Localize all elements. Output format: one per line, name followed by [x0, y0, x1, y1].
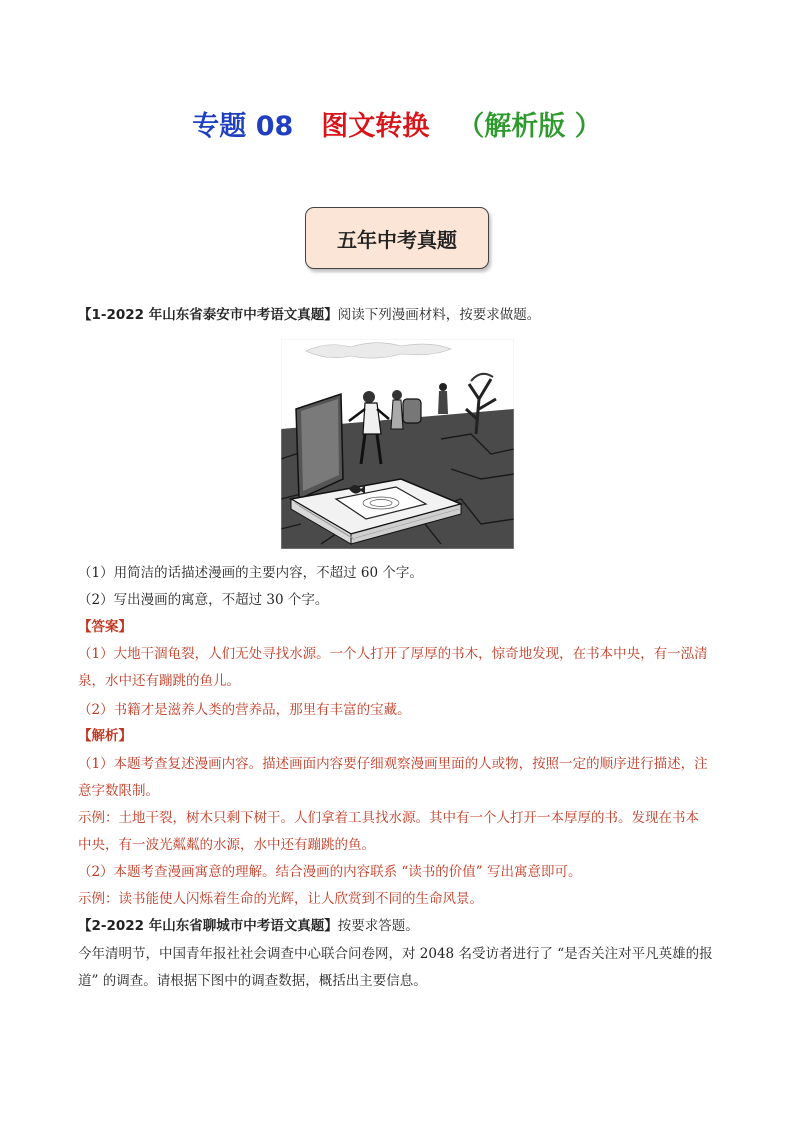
q2-source: 【2-2022 年山东省聊城市中考语文真题】: [78, 918, 338, 934]
answer-label: 【答案】: [78, 619, 132, 635]
example-2: 示例：读书能使人闪烁着生命的光辉，让人欣赏到不同的生命风景。: [78, 891, 483, 907]
analysis-1-line-1: （1）本题考查复述漫画内容。描述画面内容要仔细观察漫画里面的人或物，按照一定的顺序进行描述，注: [78, 756, 708, 772]
q2-paragraph-line-1: 今年清明节，中国青年报社社会调查中心联合问卷网，对 2048 名受访者进行了 “是否关注对平凡英雄的报: [78, 946, 713, 962]
q1-prompt: 阅读下列漫画材料，按要求做题。: [337, 307, 541, 323]
q1-subquestion-2: （2）写出漫画的寓意，不超过 30 个字。: [78, 592, 329, 608]
title-topic-number: 专题 08: [192, 111, 294, 142]
example-1-line-1: 示例：土地干裂，树木只剩下树干。人们拿着工具找水源。其中有一个人打开一本厚厚的书。发现在书本: [78, 810, 699, 826]
answer-1-line-2: 泉，水中还有蹦跳的鱼儿。: [78, 673, 240, 689]
q2-paragraph-line-2: 道” 的调查。请根据下图中的调查数据，概括出主要信息。: [78, 973, 427, 989]
answer-2: （2）书籍才是滋养人类的营养品，那里有丰富的宝藏。: [78, 702, 411, 718]
analysis-1-line-2: 意字数限制。: [78, 783, 159, 799]
comic-illustration: [281, 339, 514, 549]
q1-subquestion-1: （1）用简洁的话描述漫画的主要内容，不超过 60 个字。: [78, 565, 423, 581]
answer-1-line-1: （1）大地干涸龟裂，人们无处寻找水源。一个人打开了厚厚的书木，惊奇地发现，在书本中央，有一泓清: [78, 646, 708, 662]
page-title: [0, 104, 794, 143]
q2-heading: [78, 913, 728, 940]
q1-heading: [78, 302, 728, 329]
analysis-2: （2）本题考查漫画寓意的理解。结合漫画的内容联系 “读书的价值” 写出寓意即可。: [78, 864, 582, 880]
example-1-line-2: 中央，有一波光粼粼的水源，水中还有蹦跳的鱼。: [78, 837, 375, 853]
q2-prompt: 按要求答题。: [337, 918, 419, 934]
analysis-label: 【解析】: [78, 728, 132, 744]
title-edition: （解析版 ）: [457, 111, 602, 142]
section-heading-box: 五年中考真题: [305, 207, 489, 269]
q1-source: 【1-2022 年山东省泰安市中考语文真题】: [78, 307, 338, 323]
title-topic-name: 图文转换: [321, 111, 430, 142]
